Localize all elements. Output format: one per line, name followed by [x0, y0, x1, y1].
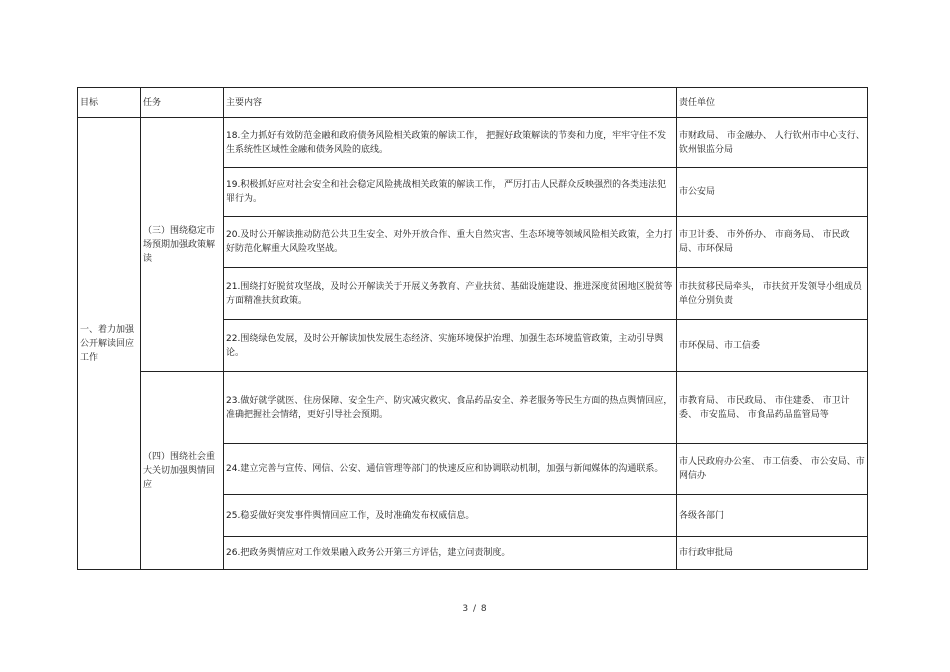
table-header-row: [78, 88, 868, 118]
table-row: [78, 372, 868, 444]
content-cell: 20.及时公开解读推动防范公共卫生安全、对外开放合作、重大自然灾害、生态环境等领域风险相关政策，全力打好防范化解重大风险攻坚战。: [224, 217, 677, 268]
content-cell: 18.全力抓好有效防范金融和政府债务风险相关政策的解读工作， 把握好政策解读的节奏和力度，牢牢守住不发生系统性区域性金融和债务风险的底线。: [224, 118, 677, 168]
content-cell: 26.把政务舆情应对工作效果融入政务公开第三方评估，建立问责制度。: [224, 537, 677, 570]
goal-cell: 一、着力加强公开解读回应工作: [78, 118, 141, 570]
unit-cell: 市行政审批局: [677, 537, 868, 570]
content-cell: 24.建立完善与宣传、网信、公安、通信管理等部门的快速反应和协调联动机制，加强与新闻媒体的沟通联系。: [224, 444, 677, 495]
header-task: 任务: [141, 88, 224, 118]
responsibility-table: [77, 87, 868, 570]
page-number: 3 / 8: [462, 604, 488, 614]
unit-cell: 市教育局、 市民政局、 市住建委、 市卫计委、 市安监局、 市食品药品监管局等: [677, 372, 868, 444]
task-cell: （三）围绕稳定市场预期加强政策解读: [141, 118, 224, 372]
unit-cell: 市卫计委、 市外侨办、 市商务局、 市民政局、市环保局: [677, 217, 868, 268]
header-unit: 责任单位: [677, 88, 868, 118]
unit-cell: 市扶贫移民局牵头， 市扶贫开发领导小组成员单位分别负责: [677, 268, 868, 320]
unit-cell: 市人民政府办公室、 市工信委、 市公安局、市网信办: [677, 444, 868, 495]
unit-cell: 市财政局、 市金融办、 人行钦州市中心支行、钦州银监分局: [677, 118, 868, 168]
header-content: 主要内容: [224, 88, 677, 118]
content-cell: 23.做好就学就医、住房保障、安全生产、防灾减灾救灾、食品药品安全、养老服务等民生方面的热点舆情回应，准确把握社会情绪，更好引导社会预期。: [224, 372, 677, 444]
header-goal: 目标: [78, 88, 141, 118]
unit-cell: 市公安局: [677, 168, 868, 217]
unit-cell: 市环保局、市工信委: [677, 320, 868, 372]
content-cell: 19.积极抓好应对社会安全和社会稳定风险挑战相关政策的解读工作， 严厉打击人民群众反映强烈的各类违法犯罪行为。: [224, 168, 677, 217]
task-cell: （四）围绕社会重大关切加强舆情回应: [141, 372, 224, 570]
unit-cell: 各级各部门: [677, 495, 868, 537]
content-cell: 22.围绕绿色发展，及时公开解读加快发展生态经济、实施环境保护治理、加强生态环境监管政策，主动引导舆论。: [224, 320, 677, 372]
content-cell: 21.围绕打好脱贫攻坚战，及时公开解读关于开展义务教育、产业扶贫、基础设施建设、推进深度贫困地区脱贫等方面精准扶贫政策。: [224, 268, 677, 320]
content-cell: 25.稳妥做好突发事件舆情回应工作，及时准确发布权威信息。: [224, 495, 677, 537]
table-row: [78, 118, 868, 168]
